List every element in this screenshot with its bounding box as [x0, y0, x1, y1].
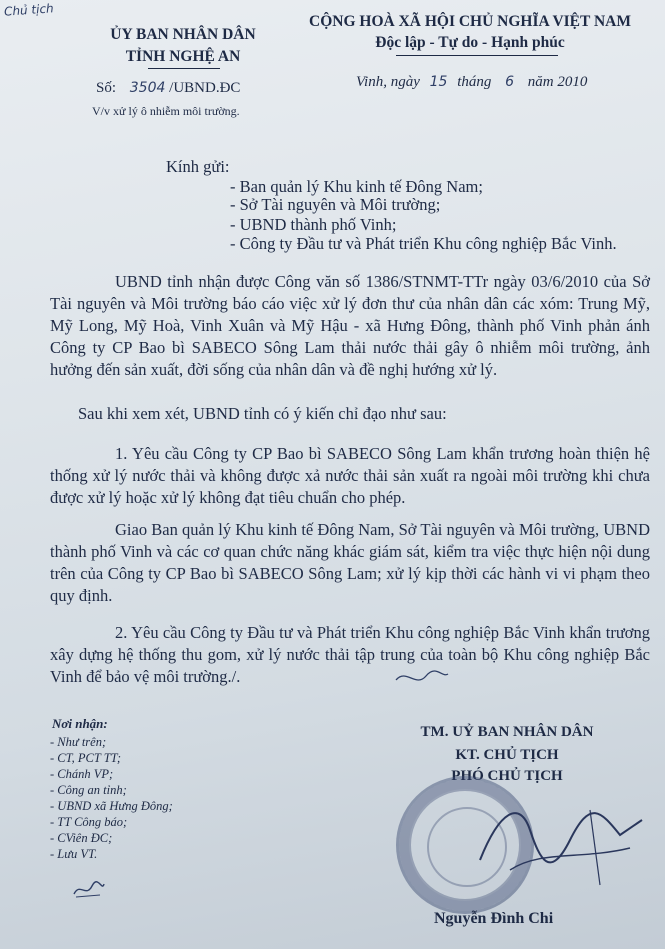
doc-number-handwritten: 3504: [129, 80, 166, 96]
motto-underline: [396, 55, 558, 56]
greeting: Kính gửi:: [166, 157, 230, 176]
recipient-item: - Lưu VT.: [50, 847, 98, 861]
addressee-line: - Công ty Đầu tư và Phát triển Khu công nghiệp Bắc Vinh.: [230, 234, 617, 253]
recipient-item: - CViên ĐC;: [50, 831, 113, 845]
doc-subject: V/v xử lý ô nhiễm môi trường.: [92, 104, 240, 118]
date-place: Vinh, ngày: [356, 74, 420, 90]
body-paragraph-4: Giao Ban quản lý Khu kinh tế Đông Nam, Sở Tài nguyên và Môi trường, UBND thành phố Vinh và các cơ quan chức năng khác giám sát, kiểm tra việc thực hiện nội dung trên của Công ty CP Bao bì SABECO Sông Lam; xử lý kịp thời các hành vi vi phạm theo quy định.: [50, 520, 650, 605]
body-paragraph-2: Sau khi xem xét, UBND tỉnh có ý kiến chỉ đạo như sau:: [78, 404, 447, 423]
date-day: 15: [429, 74, 448, 90]
date-month: 6: [505, 74, 515, 90]
date-year: năm 2010: [527, 74, 588, 90]
addressee-line: - Sở Tài nguyên và Môi trường;: [230, 195, 441, 214]
doc-number-suffix: /UBND.ĐC: [169, 80, 241, 96]
recipients-title: Nơi nhận:: [52, 716, 108, 731]
recipient-item: - Công an tỉnh;: [50, 783, 127, 797]
doc-number-prefix: Số:: [96, 80, 117, 96]
addressee-line: - Ban quản lý Khu kinh tế Đông Nam;: [230, 177, 483, 196]
recipient-item: - Như trên;: [50, 735, 107, 749]
recipient-item: - TT Công báo;: [50, 815, 128, 829]
date-month-label: tháng: [457, 74, 492, 90]
body-paragraph-3: 1. Yêu cầu Công ty CP Bao bì SABECO Sông Lam khẩn trương hoàn thiện hệ thống xử lý nước thải và không được xả nước thải sản xuất ra ngoài môi trường khi chưa được xử lý hoặc xử lý không đạt tiêu chuẩn cho phép.: [50, 444, 650, 507]
org-underline: [148, 68, 220, 69]
motto: Độc lập - Tự do - Hạnh phúc: [375, 34, 565, 51]
signature-line3: PHÓ CHỦ TỊCH: [451, 768, 563, 784]
recipient-item: - Chánh VP;: [50, 767, 114, 781]
org-name-line2: TỈNH NGHỆ AN: [125, 48, 241, 65]
corner-handwritten-note: Chủ tịch: [3, 1, 55, 19]
handwritten-signature: [470, 790, 650, 900]
body-paragraph-5: 2. Yêu cầu Công ty Đầu tư và Phát triển Khu công nghiệp Bắc Vinh khẩn trương xây dựng hệ thống thu gom, xử lý nước thải tập trung của toàn bộ Khu công nghiệp Bắc Vinh để bảo vệ môi trường./.: [50, 623, 650, 686]
org-name-line1: ỦY BAN NHÂN DÂN: [110, 26, 256, 43]
recipient-item: - CT, PCT TT;: [50, 751, 121, 765]
nation-title: CỘNG HOÀ XÃ HỘI CHỦ NGHĨA VIỆT NAM: [309, 13, 631, 30]
end-mark-scribble: [392, 666, 452, 690]
signature-line2: KT. CHỦ TỊCH: [455, 747, 559, 763]
doc-number: [96, 80, 240, 97]
initials-scribble: [72, 878, 106, 900]
signer-name: Nguyễn Đình Chi: [434, 910, 554, 927]
recipient-item: - UBND xã Hưng Đông;: [50, 799, 173, 813]
date-line: [356, 74, 587, 91]
signature-line1: TM. UỶ BAN NHÂN DÂN: [420, 724, 594, 740]
addressee-line: - UBND thành phố Vinh;: [230, 215, 397, 234]
body-paragraph-1: UBND tỉnh nhận được Công văn số 1386/STNMT-TTr ngày 03/6/2010 của Sở Tài nguyên và Môi trường báo cáo việc xử lý đơn thư của nhân dân các xóm: Trung Mỹ, Mỹ Long, Mỹ Hoà, Vinh Xuân và Mỹ Hậu - xã Hưng Đông, thành phố Vinh phản ánh Công ty CP Bao bì SABECO Sông Lam thải nước thải gây ô nhiễm môi trường, ảnh hưởng đến sản xuất, đời sống của nhân dân và đề nghị hướng xử lý.: [50, 272, 650, 379]
recipients-list: [50, 734, 173, 862]
